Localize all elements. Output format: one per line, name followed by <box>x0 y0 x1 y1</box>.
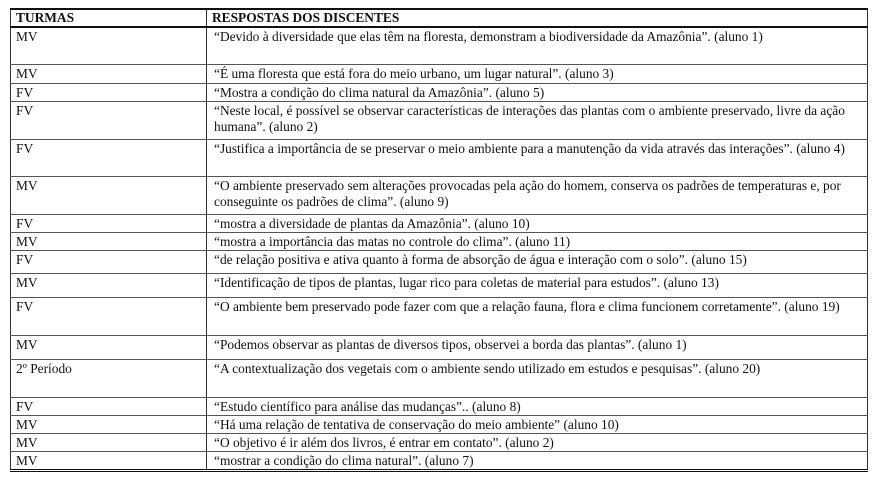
responses-table <box>10 8 868 472</box>
table-row <box>11 176 868 214</box>
table-row <box>11 83 868 101</box>
turma-cell: FV <box>11 214 207 232</box>
turma-cell: MV <box>11 451 207 470</box>
resposta-cell: “O objetivo é ir além dos livros, é entrar em contato”. (aluno 2) <box>207 433 868 451</box>
turma-cell: FV <box>11 397 207 415</box>
header-turmas: TURMAS <box>11 9 207 27</box>
turma-cell: FV <box>11 250 207 273</box>
turma-cell: FV <box>11 139 207 176</box>
resposta-cell: “É uma floresta que está fora do meio urbano, um lugar natural”. (aluno 3) <box>207 64 868 83</box>
resposta-cell: “Neste local, é possível se observar características de interações das plantas com o ambiente preservado, livre da ação humana”. (aluno 2) <box>207 101 868 139</box>
turma-cell: FV <box>11 83 207 101</box>
resposta-cell: “Justifica a importância de se preservar o meio ambiente para a manutenção da vida através das interações”. (aluno 4) <box>207 139 868 176</box>
turma-cell: MV <box>11 232 207 250</box>
resposta-cell: “Mostra a condição do clima natural da Amazônia”. (aluno 5) <box>207 83 868 101</box>
header-respostas: RESPOSTAS DOS DISCENTES <box>207 9 868 27</box>
resposta-cell: “Há uma relação de tentativa de conservação do meio ambiente” (aluno 10) <box>207 415 868 433</box>
turma-cell: MV <box>11 415 207 433</box>
table-row <box>11 232 868 250</box>
resposta-cell: “O ambiente preservado sem alterações provocadas pela ação do homem, conserva os padrões de temperaturas e, por conseguinte os padrões de clima”. (aluno 9) <box>207 176 868 214</box>
resposta-cell: “Devido à diversidade que elas têm na floresta, demonstram a biodiversidade da Amazônia”. (aluno 1) <box>207 27 868 64</box>
table-row <box>11 451 868 470</box>
table-row <box>11 273 868 297</box>
turma-cell: MV <box>11 433 207 451</box>
table-row <box>11 359 868 397</box>
resposta-cell: “A contextualização dos vegetais com o ambiente sendo utilizado em estudos e pesquisas”. (aluno 20) <box>207 359 868 397</box>
turma-cell: FV <box>11 297 207 335</box>
resposta-cell: “mostrar a condição do clima natural”. (aluno 7) <box>207 451 868 470</box>
turma-cell: MV <box>11 335 207 359</box>
turma-cell: MV <box>11 176 207 214</box>
resposta-cell: “mostra a diversidade de plantas da Amazônia”. (aluno 10) <box>207 214 868 232</box>
resposta-cell: “Podemos observar as plantas de diversos tipos, observei a borda das plantas”. (aluno 1) <box>207 335 868 359</box>
table-row <box>11 397 868 415</box>
table-row <box>11 64 868 83</box>
table-row <box>11 101 868 139</box>
table-header-row <box>11 9 868 27</box>
table-row <box>11 335 868 359</box>
turma-cell: FV <box>11 101 207 139</box>
table-row <box>11 139 868 176</box>
turma-cell: MV <box>11 27 207 64</box>
turma-cell: 2º Período <box>11 359 207 397</box>
document-page <box>10 8 867 472</box>
resposta-cell: “Estudo científico para análise das mudanças”.. (aluno 8) <box>207 397 868 415</box>
resposta-cell: “Identificação de tipos de plantas, lugar rico para coletas de material para estudos”. (aluno 13) <box>207 273 868 297</box>
turma-cell: MV <box>11 273 207 297</box>
table-row <box>11 27 868 64</box>
table-row <box>11 214 868 232</box>
table-row <box>11 297 868 335</box>
resposta-cell: “de relação positiva e ativa quanto à forma de absorção de água e interação com o solo”. (aluno 15) <box>207 250 868 273</box>
table-row <box>11 250 868 273</box>
turma-cell: MV <box>11 64 207 83</box>
resposta-cell: “O ambiente bem preservado pode fazer com que a relação fauna, flora e clima funcionem corretamente”. (aluno 19) <box>207 297 868 335</box>
table-row <box>11 433 868 451</box>
table-row <box>11 415 868 433</box>
resposta-cell: “mostra a importância das matas no controle do clima”. (aluno 11) <box>207 232 868 250</box>
